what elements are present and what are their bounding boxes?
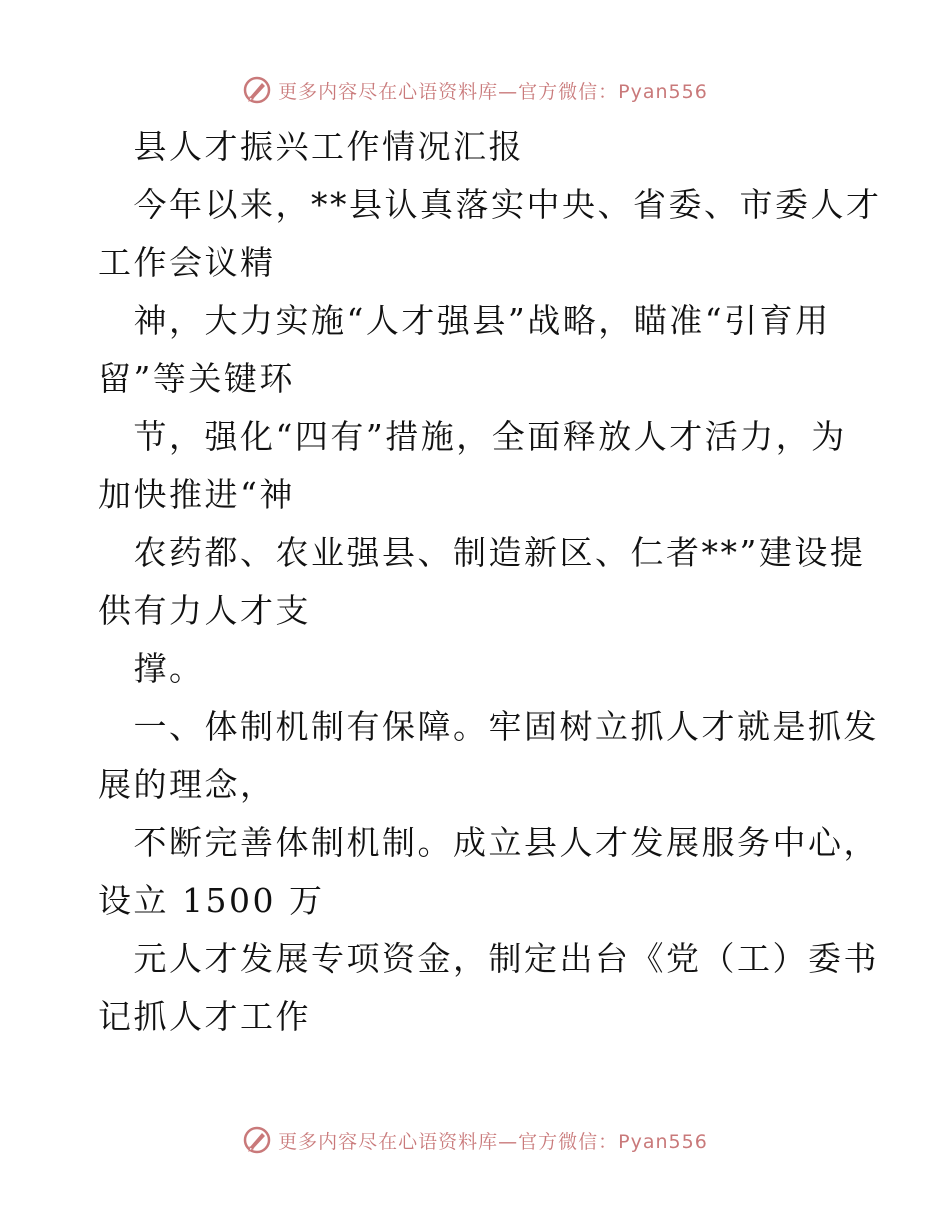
text-line: 元人才发展专项资金，制定出台《党（工）委书 bbox=[98, 939, 879, 978]
text-line: 设立 1500 万 bbox=[98, 881, 325, 920]
text-line: 撑。 bbox=[98, 649, 205, 688]
document-body bbox=[98, 118, 882, 1046]
text-line: 加快推进“神 bbox=[98, 475, 295, 514]
text-line: 节，强化“四有”措施，全面释放人才活力，为 bbox=[98, 417, 847, 456]
text-line: 农药都、农业强县、制造新区、仁者**”建设提 bbox=[98, 533, 866, 572]
footer-watermark bbox=[0, 1120, 950, 1160]
text-line: 神，大力实施“人才强县”战略，瞄准“引育用 bbox=[98, 301, 831, 340]
text-line: 展的理念， bbox=[98, 765, 276, 804]
text-line: 记抓人才工作 bbox=[98, 997, 311, 1036]
watermark-text: 更多内容尽在心语资料库—官方微信：Pyan556 bbox=[278, 80, 708, 103]
pen-logo-icon bbox=[242, 1125, 272, 1155]
watermark-text: 更多内容尽在心语资料库—官方微信：Pyan556 bbox=[278, 1130, 708, 1153]
text-line: 供有力人才支 bbox=[98, 591, 311, 630]
text-line: 不断完善体制机制。成立县人才发展服务中心， bbox=[98, 823, 879, 862]
text-line: 今年以来，**县认真落实中央、省委、市委人才 bbox=[98, 185, 882, 224]
pen-logo-icon bbox=[242, 75, 272, 105]
text-line: 工作会议精 bbox=[98, 243, 276, 282]
text-line: 一、体制机制有保障。牢固树立抓人才就是抓发 bbox=[98, 707, 879, 746]
header-watermark bbox=[0, 70, 950, 110]
text-line: 县人才振兴工作情况汇报 bbox=[98, 127, 524, 166]
text-line: 留”等关键环 bbox=[98, 359, 295, 398]
